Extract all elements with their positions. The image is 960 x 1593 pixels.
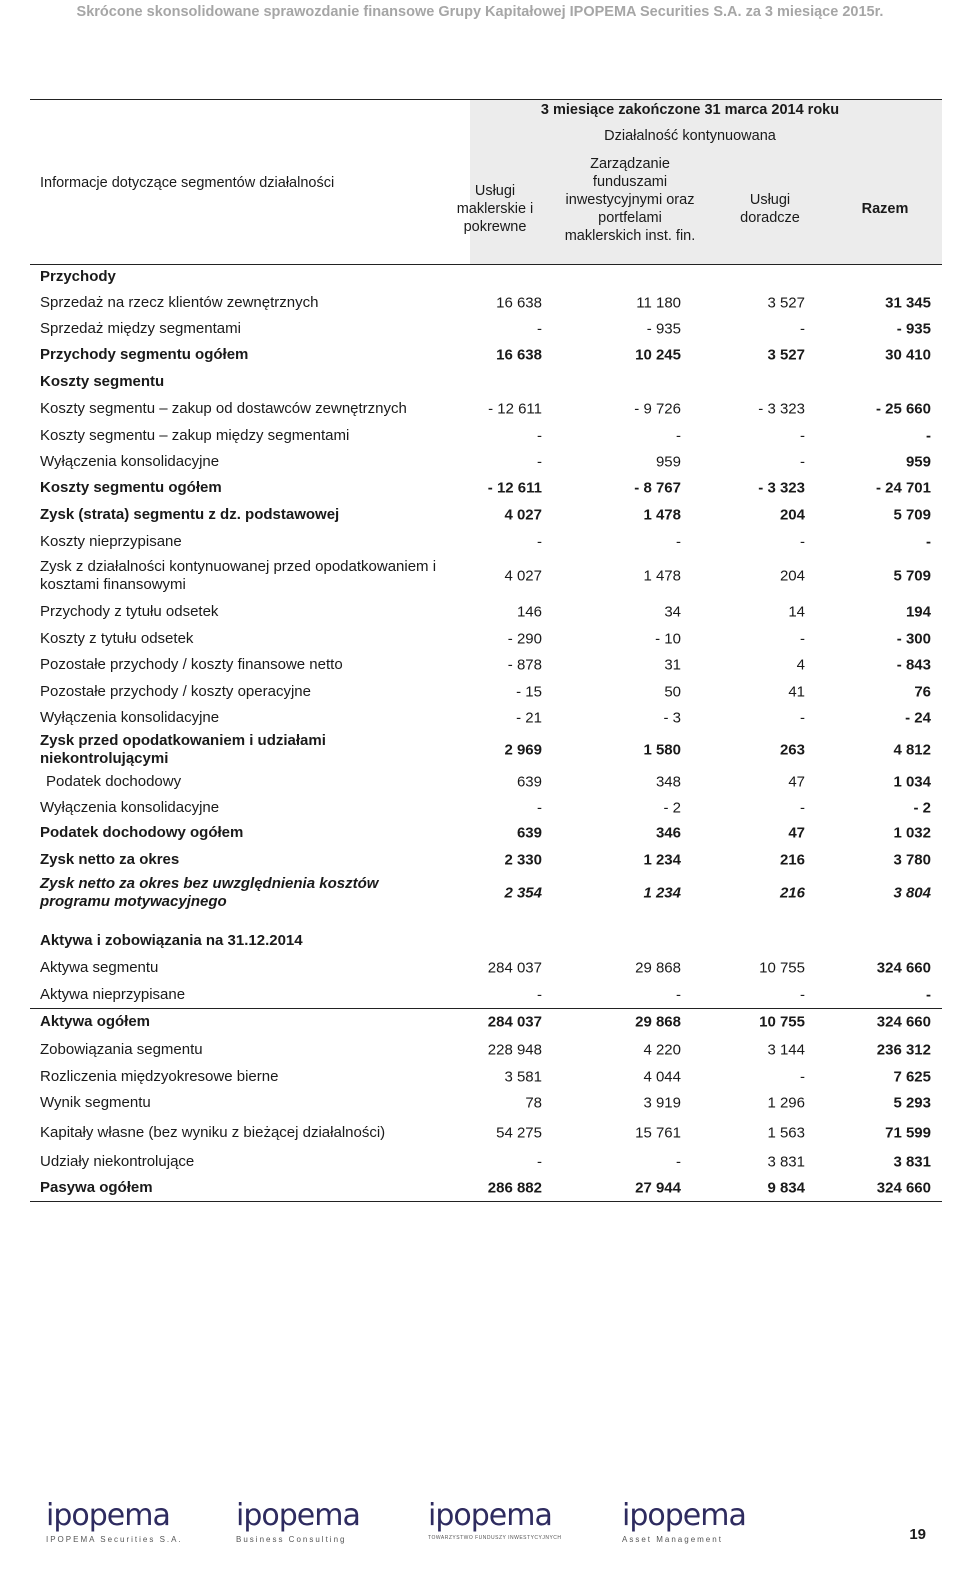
table-row [30, 556, 942, 596]
row-value: 4 027 [504, 567, 542, 585]
row-value: 2 354 [504, 884, 542, 902]
row-value: 54 275 [496, 1124, 542, 1142]
table-row [30, 369, 942, 395]
row-value: - [676, 986, 681, 1004]
row-value: - 300 [896, 630, 931, 648]
top-rule [30, 99, 942, 100]
row-value: 4 812 [893, 741, 931, 759]
row-label: Zysk (strata) segmentu z dz. podstawowej [40, 506, 340, 523]
row-label: Rozliczenia międzyokresowe bierne [40, 1068, 279, 1085]
row-value: - [926, 986, 931, 1004]
row-value: - 12 611 [488, 400, 542, 418]
row-value: - 3 [663, 709, 681, 727]
row-label: Wyłączenia konsolidacyjne [40, 453, 220, 470]
table-row [30, 679, 942, 705]
row-value: - 25 660 [875, 400, 931, 418]
row-value: 41 [788, 683, 805, 701]
row-value: 29 868 [635, 959, 681, 977]
table-row [30, 1118, 942, 1148]
row-value: 2 969 [504, 741, 542, 759]
table-title: Informacje dotyczące segmentów działalności [40, 175, 335, 191]
row-value: - 15 [516, 683, 542, 701]
row-value: 4 220 [643, 1041, 681, 1059]
col-total: Razem [861, 201, 909, 217]
table-row [30, 1149, 942, 1175]
row-value: - [800, 320, 805, 338]
row-value: - [537, 799, 542, 817]
row-value: 286 882 [487, 1179, 542, 1197]
row-label: Zysk netto za okres [40, 851, 180, 868]
row-label: Przychody segmentu ogółem [40, 346, 249, 363]
table-row [30, 928, 942, 954]
row-label: Koszty segmentu [40, 373, 165, 390]
row-value: - [676, 533, 681, 551]
row-label: Aktywa nieprzypisane [40, 986, 186, 1003]
table-row [30, 423, 942, 449]
row-value: - [800, 533, 805, 551]
row-value: - 3 323 [758, 479, 805, 497]
row-value: - [800, 709, 805, 727]
row-value: - [676, 1153, 681, 1171]
row-value: 16 638 [496, 346, 542, 364]
row-value: 31 [664, 656, 681, 674]
table-row [30, 502, 942, 528]
row-value: - 3 323 [758, 400, 805, 418]
row-value: - 843 [896, 656, 931, 674]
table-row [30, 874, 942, 912]
logo-sub: TOWARZYSTWO FUNDUSZY INWESTYCYJNYCH [428, 1535, 562, 1541]
table-row [30, 264, 942, 290]
row-value: - 24 701 [875, 479, 931, 497]
logo-sub: Business Consulting [236, 1535, 347, 1544]
table-row [30, 342, 942, 368]
row-label: Kapitały własne (bez wyniku z bieżącej działalności) [40, 1124, 386, 1141]
row-value: - [676, 427, 681, 445]
row-value: 1 478 [643, 506, 681, 524]
row-label: Zobowiązania segmentu [40, 1041, 203, 1058]
logo-word: ipopema [236, 1498, 360, 1533]
table-rule [30, 1008, 942, 1009]
row-value: 3 527 [767, 294, 805, 312]
row-value: - [800, 799, 805, 817]
row-value: 228 948 [487, 1041, 542, 1059]
row-value: 284 037 [487, 1013, 542, 1031]
table-row [30, 705, 942, 731]
row-value: - [537, 533, 542, 551]
header-shade [470, 99, 942, 264]
row-label: Udziały niekontrolujące [40, 1153, 195, 1170]
row-value: - [800, 453, 805, 471]
row-value: 3 831 [767, 1153, 805, 1171]
table-row [30, 769, 942, 795]
row-label: Zysk przed opodatkowaniem i udziałami niekontrolującymi [40, 732, 326, 767]
table-row [30, 1064, 942, 1090]
row-label: Koszty segmentu – zakup między segmentami [40, 427, 350, 444]
row-value: 34 [664, 603, 681, 621]
row-value: 10 245 [635, 346, 681, 364]
row-value: - 21 [516, 709, 542, 727]
row-value: 4 027 [504, 506, 542, 524]
row-value: 236 312 [876, 1041, 931, 1059]
row-label: Sprzedaż między segmentami [40, 320, 241, 337]
logo-sub: IPOPEMA Securities S.A. [46, 1535, 183, 1544]
row-value: 76 [914, 683, 931, 701]
row-value: 204 [779, 567, 805, 585]
row-value: 4 [796, 656, 805, 674]
row-value: - [800, 986, 805, 1004]
row-value: - 2 [913, 799, 931, 817]
row-value: - 935 [896, 320, 931, 338]
table-row [30, 820, 942, 846]
row-value: 3 581 [504, 1068, 542, 1086]
row-value: 11 180 [636, 294, 681, 312]
table-row [30, 599, 942, 625]
row-label: Wyłączenia konsolidacyjne [40, 709, 220, 726]
row-value: - 9 726 [634, 400, 681, 418]
row-value: 5 293 [893, 1094, 931, 1112]
row-value: 639 [516, 773, 542, 791]
table-row [30, 396, 942, 422]
row-value: 1 234 [643, 851, 681, 869]
row-value: 204 [779, 506, 805, 524]
table-row [30, 1009, 942, 1035]
row-label: Podatek dochodowy ogółem [40, 824, 244, 841]
logo-securities [46, 1498, 206, 1548]
row-value: 15 761 [635, 1124, 681, 1142]
row-value: - 935 [646, 320, 681, 338]
row-value: 194 [905, 603, 931, 621]
row-label: Aktywa segmentu [40, 959, 159, 976]
row-value: 5 709 [893, 567, 931, 585]
row-label: Pasywa ogółem [40, 1179, 153, 1196]
row-label: Aktywa i zobowiązania na 31.12.2014 [40, 932, 303, 949]
row-value: 216 [779, 851, 805, 869]
row-label: Wynik segmentu [40, 1094, 151, 1111]
table-row [30, 290, 942, 316]
activity-heading: Działalność kontynuowana [604, 128, 776, 144]
row-value: 959 [905, 453, 931, 471]
logo-word: ipopema [428, 1498, 552, 1533]
row-label: Pozostałe przychody / koszty operacyjne [40, 683, 311, 700]
row-value: - 290 [507, 630, 542, 648]
row-label: Koszty segmentu ogółem [40, 479, 222, 496]
row-value: 5 709 [893, 506, 931, 524]
row-label: Aktywa ogółem [40, 1013, 151, 1030]
row-label: Wyłączenia konsolidacyjne [40, 799, 220, 816]
logo-asset [622, 1498, 782, 1548]
table-row [30, 529, 942, 555]
row-value: 3 144 [767, 1041, 805, 1059]
document-header: Skrócone skonsolidowane sprawozdanie finansowe Grupy Kapitałowej IPOPEMA Securities S.A. za 3 miesiące 2015r. [76, 4, 884, 20]
col-brokerage: Usługi maklerskie i pokrewne [456, 183, 534, 235]
row-value: - [537, 427, 542, 445]
row-value: - [800, 630, 805, 648]
row-value: 31 345 [885, 294, 931, 312]
row-value: 30 410 [885, 346, 931, 364]
row-value: 263 [779, 741, 805, 759]
row-value: - [800, 1068, 805, 1086]
row-value: 10 755 [759, 1013, 805, 1031]
row-value: 324 660 [876, 1013, 931, 1031]
row-value: 2 330 [504, 851, 542, 869]
row-value: 50 [664, 683, 681, 701]
table-rule [30, 1201, 942, 1202]
row-value: 346 [655, 824, 681, 842]
row-value: 10 755 [759, 959, 805, 977]
row-value: 1 580 [643, 741, 681, 759]
table-row [30, 475, 942, 501]
table-row [30, 1037, 942, 1063]
row-value: 3 780 [893, 851, 931, 869]
table-row [30, 955, 942, 981]
row-value: 959 [655, 453, 681, 471]
row-value: 1 234 [643, 884, 681, 902]
row-label: Zysk netto za okres bez uwzględnienia kosztów programu motywacyjnego [40, 875, 379, 910]
row-value: 324 660 [876, 1179, 931, 1197]
row-value: 284 037 [487, 959, 542, 977]
row-value: 3 804 [893, 884, 931, 902]
row-label: Koszty z tytułu odsetek [40, 630, 194, 647]
row-label: Przychody z tytułu odsetek [40, 603, 219, 620]
table-row [30, 316, 942, 342]
table-row [30, 626, 942, 652]
row-value: - 10 [655, 630, 681, 648]
col-fund-management: Zarządzanie funduszami inwestycyjnymi oraz portfelami maklerskich inst. fin. [564, 156, 696, 244]
row-label: Podatek dochodowy [46, 773, 182, 790]
row-value: - 8 767 [634, 479, 681, 497]
row-value: 146 [516, 603, 542, 621]
row-value: 71 599 [885, 1124, 931, 1142]
table-row [30, 732, 942, 768]
table-row [30, 795, 942, 821]
table-row [30, 449, 942, 475]
logo-word: ipopema [622, 1498, 746, 1533]
row-value: - [537, 320, 542, 338]
table-row [30, 652, 942, 678]
row-value: - [800, 427, 805, 445]
row-value: 324 660 [876, 959, 931, 977]
row-value: 14 [788, 603, 805, 621]
period-heading: 3 miesiące zakończone 31 marca 2014 roku [540, 102, 840, 118]
logo-tfi [428, 1498, 618, 1548]
row-value: 1 296 [767, 1094, 805, 1112]
row-value: 9 834 [767, 1179, 805, 1197]
logo-sub: Asset Management [622, 1535, 723, 1544]
table-row [30, 1175, 942, 1201]
footer-logos [0, 1498, 960, 1558]
row-value: - [926, 533, 931, 551]
row-value: - 12 611 [487, 479, 542, 497]
row-label: Sprzedaż na rzecz klientów zewnętrznych [40, 294, 319, 311]
row-value: 1 034 [893, 773, 931, 791]
row-value: 3 831 [893, 1153, 931, 1171]
row-value: 4 044 [643, 1068, 681, 1086]
row-value: 27 944 [635, 1179, 681, 1197]
row-value: - [537, 453, 542, 471]
row-value: 78 [525, 1094, 542, 1112]
row-label: Zysk z działalności kontynuowanej przed opodatkowaniem i kosztami finansowymi [40, 558, 437, 593]
row-value: 1 478 [643, 567, 681, 585]
row-label: Koszty nieprzypisane [40, 533, 182, 550]
row-value: - 24 [905, 709, 931, 727]
row-value: 3 527 [767, 346, 805, 364]
row-value: 16 638 [496, 294, 542, 312]
row-value: - 878 [507, 656, 542, 674]
table-row [30, 982, 942, 1008]
table-row [30, 847, 942, 873]
page-number: 19 [909, 1526, 926, 1543]
row-value: 1 563 [767, 1124, 805, 1142]
table-row [30, 1090, 942, 1116]
row-value: 216 [779, 884, 805, 902]
row-label: Pozostałe przychody / koszty finansowe netto [40, 656, 343, 673]
row-value: 7 625 [893, 1068, 931, 1086]
row-value: - [926, 427, 931, 445]
row-value: 47 [788, 824, 805, 842]
row-label: Koszty segmentu – zakup od dostawców zewnętrznych [40, 400, 407, 417]
row-value: 29 868 [635, 1013, 681, 1031]
row-value: 348 [655, 773, 681, 791]
row-value: - [537, 1153, 542, 1171]
row-value: 3 919 [643, 1094, 681, 1112]
row-value: - [537, 986, 542, 1004]
logo-word: ipopema [46, 1498, 170, 1533]
logo-consulting [236, 1498, 396, 1548]
col-advisory: Usługi doradcze [740, 192, 800, 226]
row-label: Przychody [40, 268, 116, 285]
row-value: 1 032 [893, 824, 931, 842]
row-value: - 2 [663, 799, 681, 817]
row-value: 639 [516, 824, 542, 842]
row-value: 47 [788, 773, 805, 791]
